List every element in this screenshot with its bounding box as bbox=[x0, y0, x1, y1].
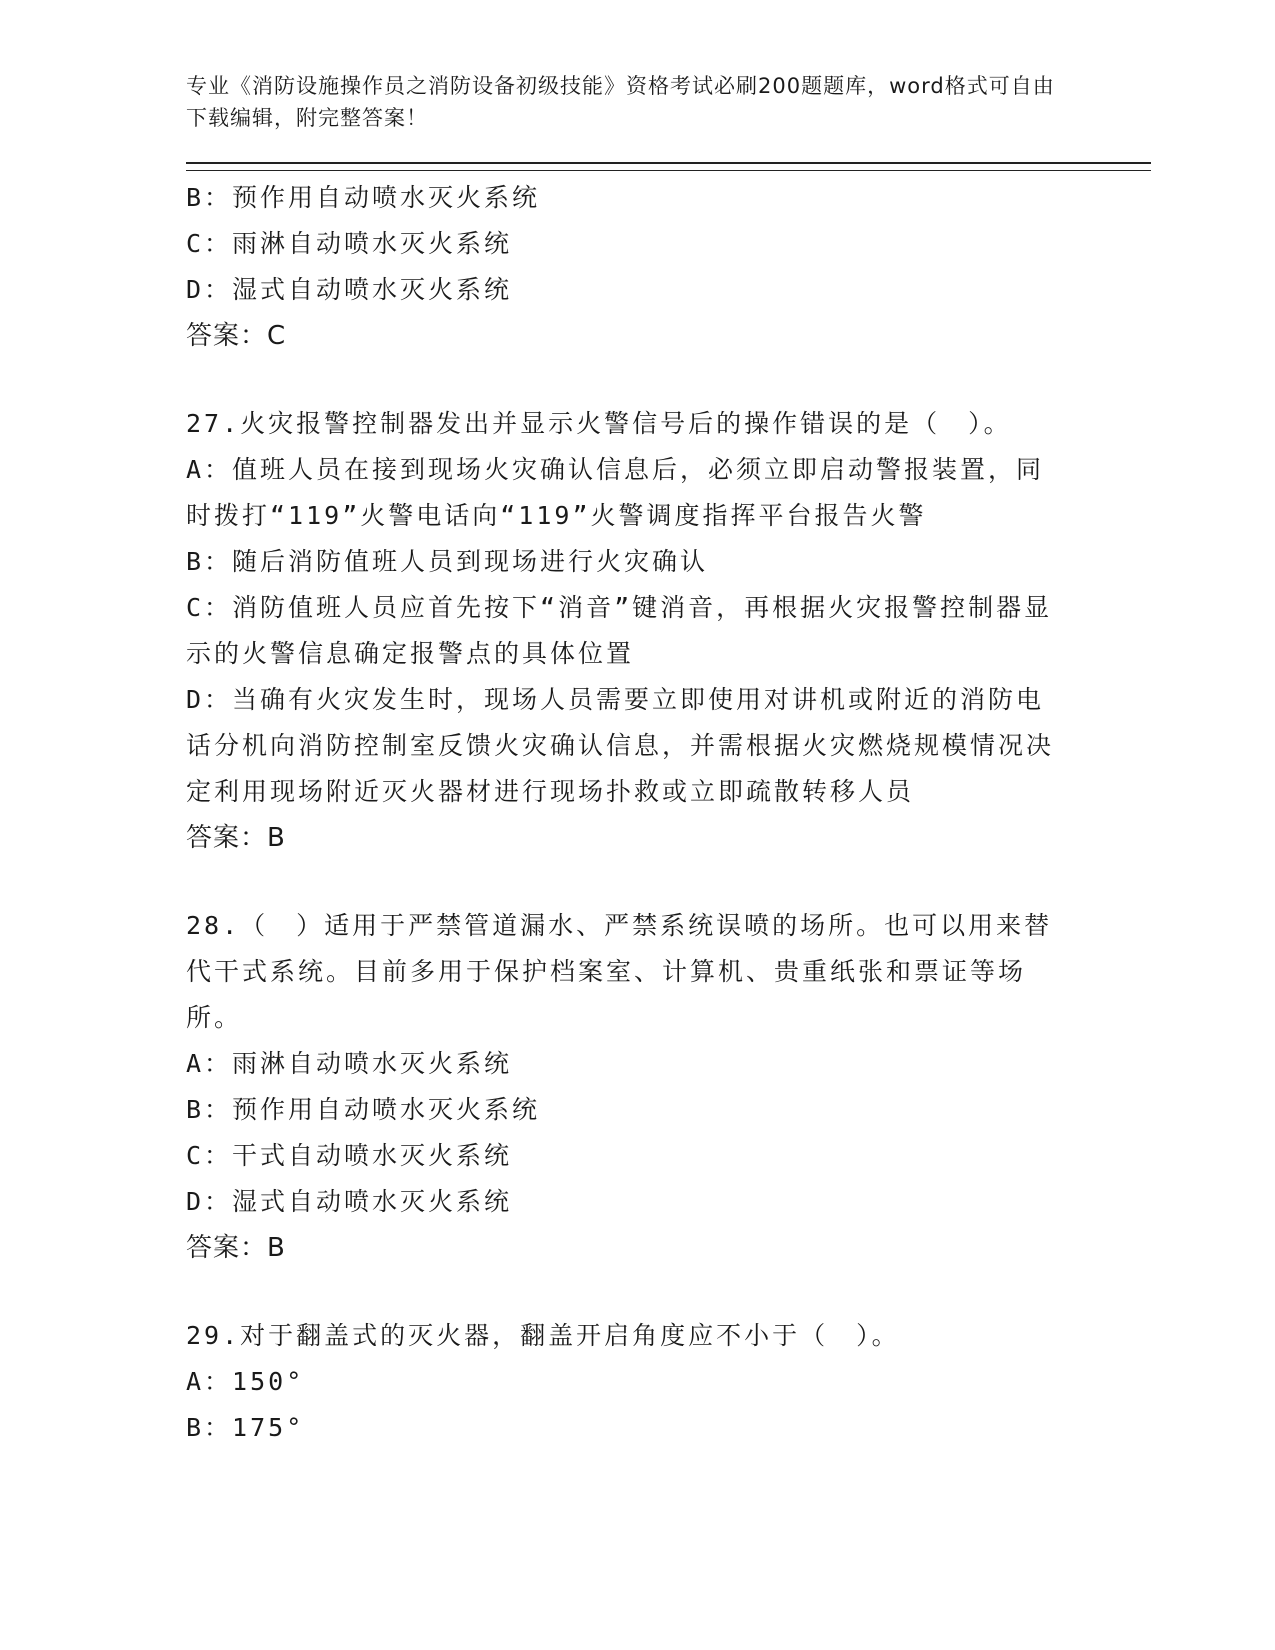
header-divider bbox=[186, 162, 1151, 171]
option-a: A：150° bbox=[186, 1367, 305, 1396]
option-a: A：雨淋自动喷水灭火系统 bbox=[186, 1049, 513, 1078]
option-b: B：预作用自动喷水灭火系统 bbox=[186, 183, 541, 212]
option-d: D：当确有火灾发生时，现场人员需要立即使用对讲机或附近的消防电话分机向消防控制室反馈火灾确认信息，并需根据火灾燃烧规模情况决定利用现场附近灭火器材进行现场扑救或立即疏散转移人员 bbox=[186, 685, 1055, 806]
spacer bbox=[186, 359, 1066, 401]
spacer bbox=[186, 1271, 1066, 1313]
question-29 bbox=[186, 1313, 1066, 1451]
question-26-tail bbox=[186, 175, 1066, 359]
option-d: D：湿式自动喷水灭火系统 bbox=[186, 1187, 513, 1216]
question-list bbox=[186, 175, 1066, 1451]
option-c: C：雨淋自动喷水灭火系统 bbox=[186, 229, 513, 258]
option-d: D：湿式自动喷水灭火系统 bbox=[186, 275, 513, 304]
answer-line: 答案：B bbox=[186, 823, 286, 853]
spacer bbox=[186, 861, 1066, 903]
question-27 bbox=[186, 401, 1066, 861]
option-b: B：随后消防值班人员到现场进行火灾确认 bbox=[186, 547, 709, 576]
question-text: 29.对于翻盖式的灭火器，翻盖开启角度应不小于（ ）。 bbox=[186, 1321, 900, 1350]
question-text: 28.（ ）适用于严禁管道漏水、严禁系统误喷的场所。也可以用来替代干式系统。目前多用于保护档案室、计算机、贵重纸张和票证等场所。 bbox=[186, 911, 1053, 1032]
option-c: C：消防值班人员应首先按下“消音”键消音，再根据火灾报警控制器显示的火警信息确定报警点的具体位置 bbox=[186, 593, 1053, 668]
option-b: B：预作用自动喷水灭火系统 bbox=[186, 1095, 541, 1124]
option-a: A：值班人员在接到现场火灾确认信息后，必须立即启动警报装置，同时拨打“119”火警电话向“119”火警调度指挥平台报告火警 bbox=[186, 455, 1045, 530]
question-28 bbox=[186, 903, 1066, 1271]
answer-line: 答案：B bbox=[186, 1233, 286, 1263]
option-b: B：175° bbox=[186, 1413, 305, 1442]
answer-line: 答案：C bbox=[186, 321, 287, 351]
option-c: C：干式自动喷水灭火系统 bbox=[186, 1141, 513, 1170]
document-header: 专业《消防设施操作员之消防设备初级技能》资格考试必刷200题题库，word格式可自由下载编辑，附完整答案！ bbox=[186, 74, 1055, 130]
document-page bbox=[186, 70, 1151, 1451]
question-text: 27.火灾报警控制器发出并显示火警信号后的操作错误的是（ ）。 bbox=[186, 409, 1012, 438]
